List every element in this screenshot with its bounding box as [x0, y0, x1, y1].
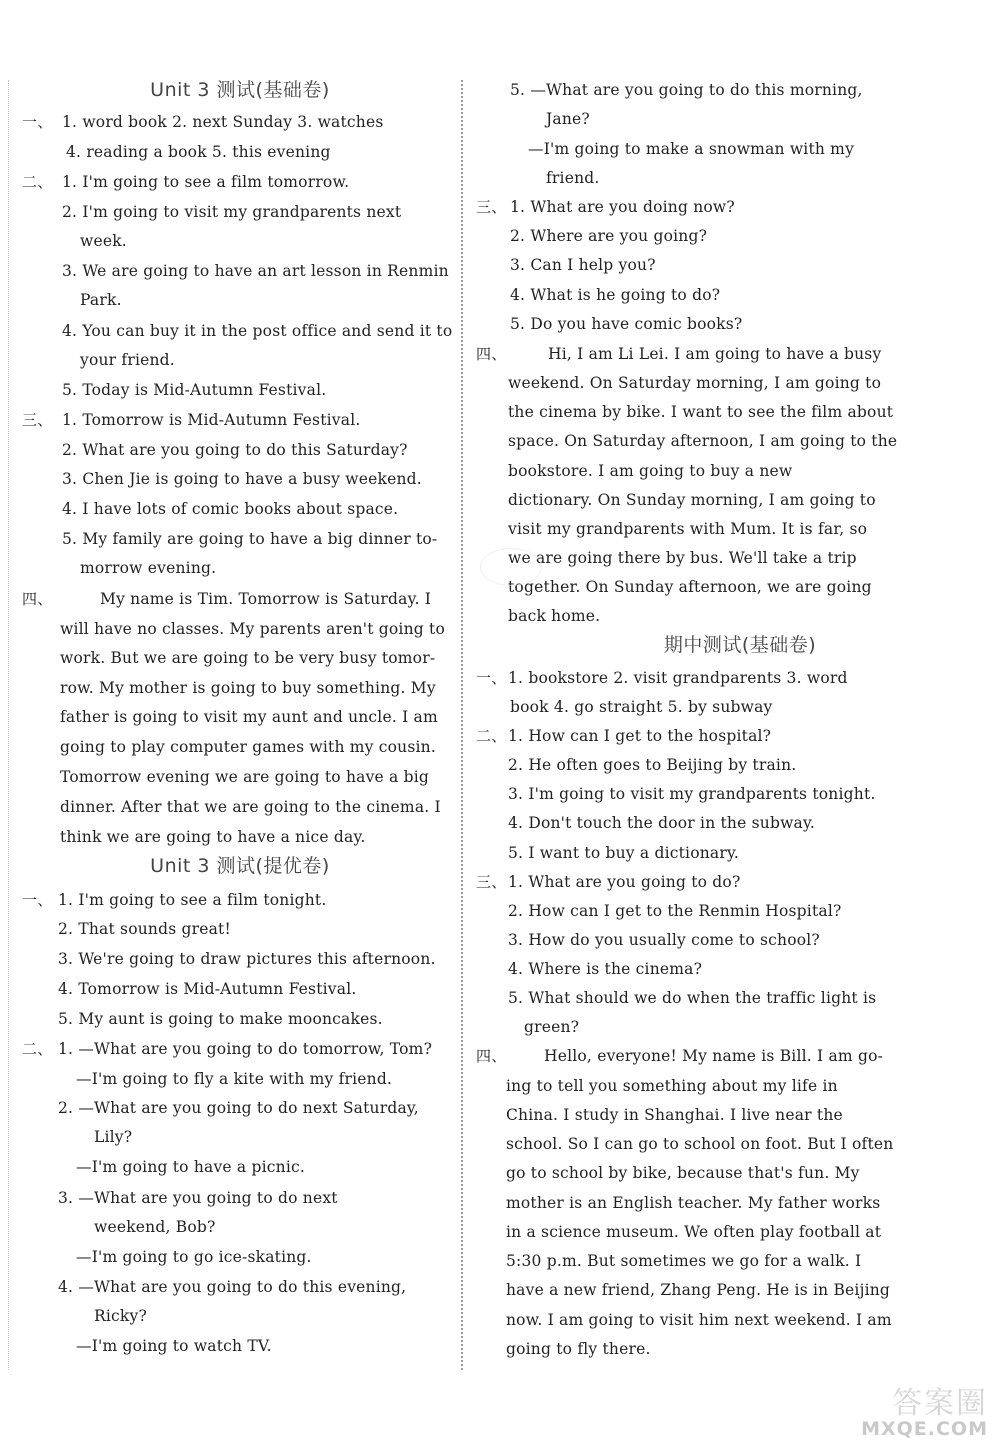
answer-line: 2. Where are you going?: [510, 227, 708, 245]
dialogue-line: 1. —What are you going to do tomorrow, Tom?: [58, 1040, 433, 1058]
answer-line: 4. Don't touch the door in the subway.: [508, 814, 816, 832]
passage-line: Hello, everyone! My name is Bill. I am go-: [544, 1047, 884, 1065]
answer-line: 1. What are you going to do?: [508, 873, 741, 891]
passage-line: going to fly there.: [506, 1340, 651, 1358]
passage-line: work. But we are going to be very busy tomor-: [60, 649, 436, 667]
dialogue-line: 5. —What are you going to do this morning,: [510, 81, 863, 99]
answer-line: morrow evening.: [80, 559, 217, 577]
faint-stamp-mark: [480, 548, 542, 586]
left-column: [0, 0, 460, 1442]
passage-line: the cinema by bike. I want to see the film about: [508, 403, 894, 421]
answer-line: 4. Tomorrow is Mid-Autumn Festival.: [58, 980, 357, 998]
answer-line: 2. How can I get to the Renmin Hospital?: [508, 902, 842, 920]
passage-line: dictionary. On Sunday morning, I am going to: [508, 491, 876, 509]
answer-line: 4. I have lots of comic books about space.: [62, 500, 399, 518]
dialogue-line: —I'm going to go ice-skating.: [76, 1248, 312, 1266]
dialogue-line: —I'm going to have a picnic.: [76, 1158, 305, 1176]
section-marker: 三、: [476, 198, 507, 216]
answer-line: 3. Chen Jie is going to have a busy weekend.: [62, 470, 422, 488]
passage-line: we are going there by bus. We'll take a trip: [508, 549, 857, 567]
answer-line: 1. Tomorrow is Mid-Autumn Festival.: [62, 411, 361, 429]
answer-line: Park.: [80, 291, 122, 309]
watermark-url: MXQE.COM: [861, 1418, 988, 1440]
dialogue-line: —I'm going to watch TV.: [76, 1337, 272, 1355]
passage-line: mother is an English teacher. My father works: [506, 1194, 881, 1212]
answer-line: 5. What should we do when the traffic light is: [508, 989, 877, 1007]
section-heading-unit3-basic: Unit 3 测试(基础卷): [150, 79, 330, 101]
answer-line: 5. I want to buy a dictionary.: [508, 844, 739, 862]
answer-line: 4. What is he going to do?: [510, 286, 721, 304]
passage-line: now. I am going to visit him next weekend. I am: [506, 1311, 892, 1329]
dialogue-line: 2. —What are you going to do next Saturday,: [58, 1099, 419, 1117]
passage-line: think we are going to have a nice day.: [60, 828, 366, 846]
answer-line: 1. word book 2. next Sunday 3. watches: [62, 113, 384, 131]
answer-line: 3. I'm going to visit my grandparents tonight.: [508, 785, 876, 803]
answer-line: 4. reading a book 5. this evening: [66, 143, 331, 161]
dialogue-line: —I'm going to fly a kite with my friend.: [76, 1070, 393, 1088]
dialogue-line: Jane?: [546, 110, 590, 128]
answer-line: 1. bookstore 2. visit grandparents 3. word: [508, 669, 848, 687]
passage-line: dinner. After that we are going to the cinema. I: [60, 798, 441, 816]
section-marker: 一、: [476, 669, 507, 687]
section-heading-unit3-advanced: Unit 3 测试(提优卷): [150, 855, 330, 877]
passage-line: My name is Tim. Tomorrow is Saturday. I: [100, 590, 432, 608]
answer-line: 4. You can buy it in the post office and send it to: [62, 322, 453, 340]
answer-line: 2. What are you going to do this Saturday?: [62, 441, 408, 459]
section-marker: 四、: [476, 345, 507, 363]
answer-line: your friend.: [80, 351, 175, 369]
answer-line: 3. We're going to draw pictures this afternoon.: [58, 950, 436, 968]
passage-line: in a science museum. We often play football at: [506, 1223, 882, 1241]
answer-line: 1. How can I get to the hospital?: [508, 727, 772, 745]
answer-line: 5. Today is Mid-Autumn Festival.: [62, 381, 327, 399]
section-marker: 四、: [476, 1047, 507, 1065]
section-marker: 三、: [476, 873, 507, 891]
section-heading-midterm-basic: 期中测试(基础卷): [663, 634, 817, 656]
passage-line: space. On Saturday afternoon, I am going to the: [508, 432, 898, 450]
passage-line: will have no classes. My parents aren't going to: [60, 620, 445, 638]
answer-line: 2. He often goes to Beijing by train.: [508, 756, 797, 774]
section-marker: 二、: [22, 173, 53, 191]
dialogue-line: 3. —What are you going to do next: [58, 1189, 338, 1207]
passage-line: go to school by bike, because that's fun. My: [506, 1164, 860, 1182]
passage-line: have a new friend, Zhang Peng. He is in Beijing: [506, 1281, 891, 1299]
watermark: [802, 1378, 992, 1440]
dialogue-line: weekend, Bob?: [94, 1218, 216, 1236]
answer-line: 5. My aunt is going to make mooncakes.: [58, 1010, 383, 1028]
passage-line: school. So I can go to school on foot. But I often: [506, 1135, 894, 1153]
dialogue-line: —I'm going to make a snowman with my: [528, 140, 855, 158]
passage-line: 5:30 p.m. But sometimes we go for a walk. I: [506, 1252, 862, 1270]
passage-line: Hi, I am Li Lei. I am going to have a busy: [548, 345, 882, 363]
answer-line: 3. How do you usually come to school?: [508, 931, 820, 949]
answer-line: 3. Can I help you?: [510, 256, 656, 274]
watermark-logo: 答案圈: [892, 1386, 988, 1421]
answer-line: 2. I'm going to visit my grandparents next: [62, 203, 402, 221]
passage-line: together. On Sunday afternoon, we are going: [508, 578, 872, 596]
dialogue-line: friend.: [546, 169, 600, 187]
section-marker: 一、: [22, 113, 53, 131]
passage-line: weekend. On Saturday morning, I am going to: [508, 374, 882, 392]
dialogue-line: Ricky?: [94, 1307, 147, 1325]
answer-line: 2. That sounds great!: [58, 920, 231, 938]
answer-line: 5. Do you have comic books?: [510, 315, 743, 333]
answer-line: green?: [524, 1018, 580, 1036]
passage-line: Tomorrow evening we are going to have a big: [60, 768, 430, 786]
right-column: [470, 0, 1000, 1442]
passage-line: bookstore. I am going to buy a new: [508, 462, 793, 480]
answer-line: 3. We are going to have an art lesson in Renmin: [62, 262, 449, 280]
passage-line: back home.: [508, 607, 601, 625]
section-marker: 一、: [22, 891, 53, 909]
answer-line: 4. Where is the cinema?: [508, 960, 703, 978]
dialogue-line: Lily?: [94, 1128, 133, 1146]
answer-line: week.: [80, 232, 127, 250]
answer-line: book 4. go straight 5. by subway: [510, 698, 773, 716]
passage-line: going to play computer games with my cousin.: [60, 738, 436, 756]
passage-line: visit my grandparents with Mum. It is far, so: [508, 520, 868, 538]
passage-line: father is going to visit my aunt and uncle. I am: [60, 708, 438, 726]
answer-line: 5. My family are going to have a big dinner to-: [62, 530, 438, 548]
dialogue-line: 4. —What are you going to do this evening,: [58, 1278, 407, 1296]
section-marker: 四、: [22, 590, 53, 608]
section-marker: 三、: [22, 411, 53, 429]
column-divider: [461, 80, 463, 1370]
passage-line: row. My mother is going to buy something. My: [60, 679, 436, 697]
answer-line: 1. What are you doing now?: [510, 198, 735, 216]
passage-line: China. I study in Shanghai. I live near the: [506, 1106, 843, 1124]
section-marker: 二、: [476, 727, 507, 745]
answer-line: 1. I'm going to see a film tomorrow.: [62, 173, 350, 191]
section-marker: 二、: [22, 1040, 53, 1058]
answer-line: 1. I'm going to see a film tonight.: [58, 891, 327, 909]
passage-line: ing to tell you something about my life in: [506, 1077, 838, 1095]
